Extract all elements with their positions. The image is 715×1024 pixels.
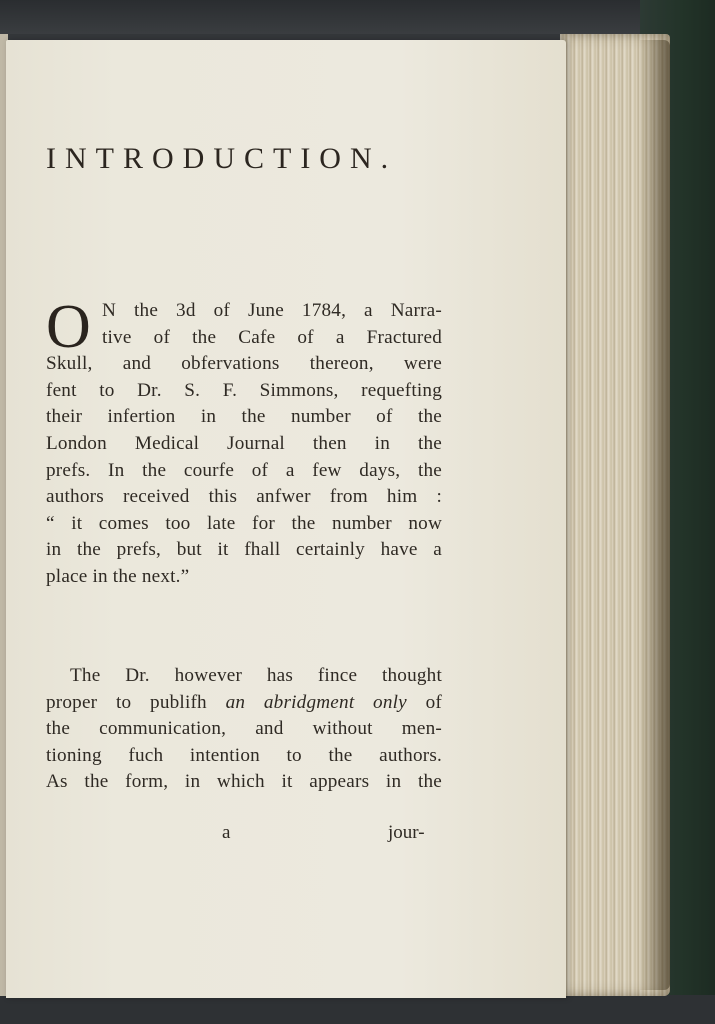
text-line: their infertion in the number of the	[46, 406, 442, 428]
book-cover-top	[0, 0, 715, 34]
text-line: place in the next.”	[46, 565, 190, 587]
text-line: tioning fuch intention to the authors.	[46, 744, 442, 766]
catchword: jour-	[388, 822, 425, 843]
text-span: of	[406, 691, 443, 713]
text-line: authors received this anfwer from him :	[46, 486, 442, 508]
paragraph-1	[46, 293, 442, 591]
text-line: Skull, and obfervations thereon, were	[46, 353, 442, 375]
text-line: in the prefs, but it fhall certainly have a	[46, 539, 442, 561]
text-line: London Medical Journal then in the	[46, 432, 442, 454]
text-line: the communication, and without men-	[46, 718, 442, 740]
paragraph-2	[46, 663, 442, 796]
book-cover-bottom	[0, 995, 715, 1024]
text-line: N the 3d of June 1784, a Narra-	[102, 300, 442, 321]
page-edges-shadow	[640, 40, 670, 990]
text-line	[46, 690, 442, 717]
text-line: tive of the Cafe of a Fractured	[102, 326, 442, 348]
drop-capital: O	[46, 293, 91, 361]
signature-mark: a	[222, 822, 231, 843]
text-line: The Dr. however has fince thought	[70, 665, 442, 686]
italic-text: an abridgment only	[225, 691, 407, 713]
text-line: “ it comes too late for the number now	[46, 512, 442, 534]
text-line: prefs. In the courfe of a few days, the	[46, 459, 442, 481]
text-span: proper to publifh	[46, 691, 226, 713]
text-line: As the form, in which it appears in the	[46, 771, 442, 793]
text-line: fent to Dr. S. F. Simmons, requefting	[46, 379, 442, 401]
page-title: INTRODUCTION.	[46, 142, 398, 175]
